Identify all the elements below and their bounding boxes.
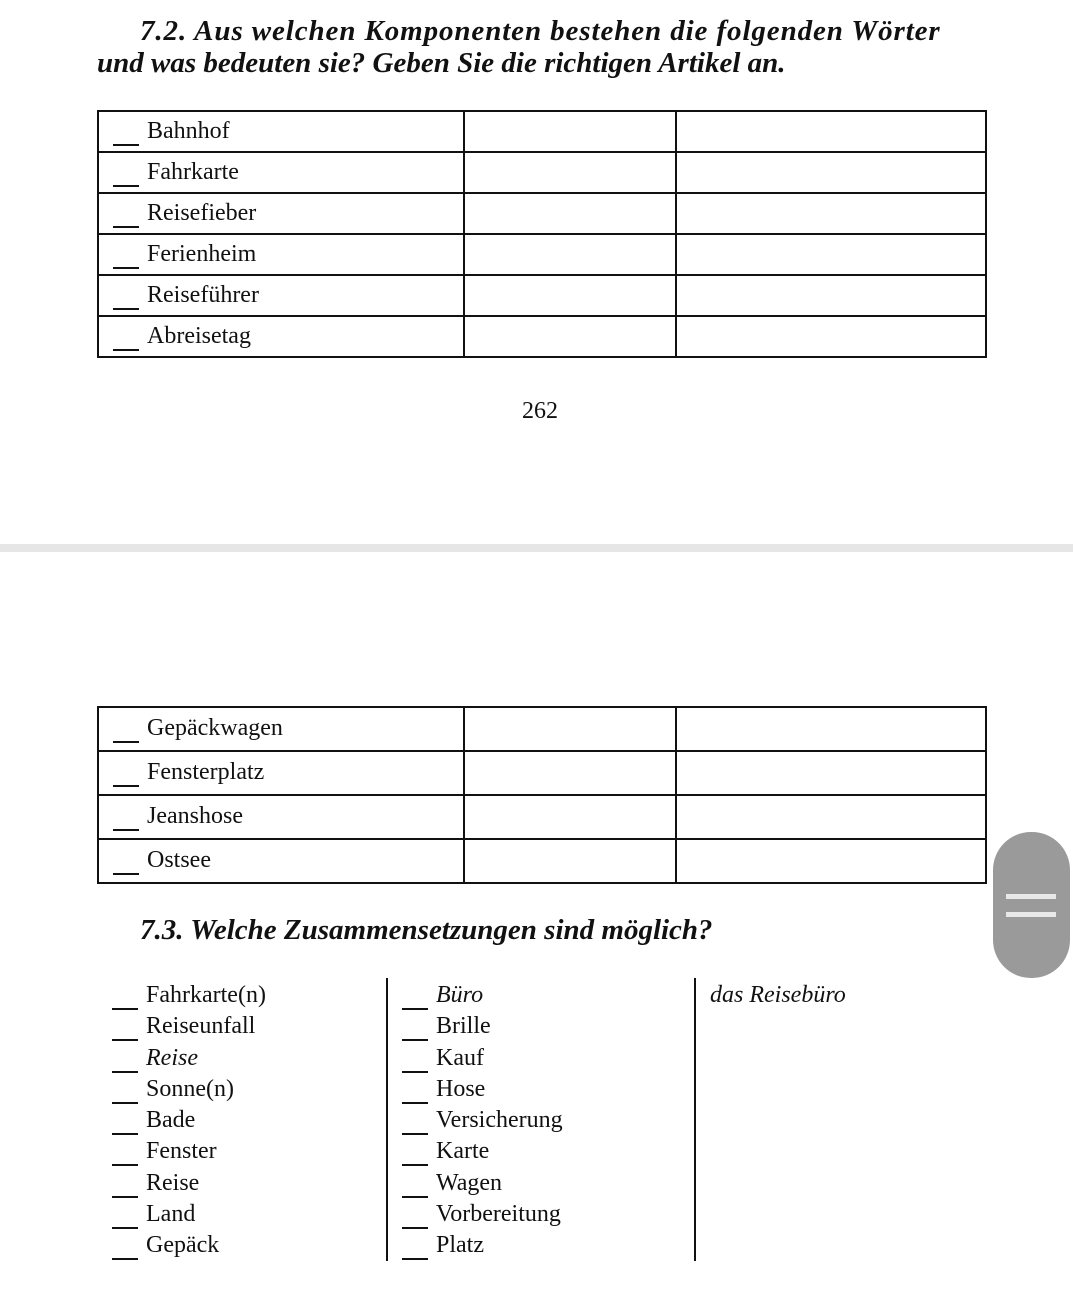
page-number: 262 [522, 398, 558, 424]
word-table-1 [97, 110, 987, 358]
column-divider [694, 978, 696, 1261]
article-blank[interactable] [112, 1102, 138, 1104]
list-item [98, 1199, 266, 1230]
article-blank[interactable] [112, 1133, 138, 1135]
article-blank[interactable] [402, 1227, 428, 1229]
article-blank[interactable] [112, 1071, 138, 1073]
list-item [388, 1199, 563, 1230]
answer-cell[interactable] [676, 275, 986, 316]
word: Fensterplatz [147, 759, 265, 785]
word: Reiseführer [147, 281, 259, 308]
answer-cell[interactable] [464, 707, 676, 751]
article-blank[interactable] [402, 1008, 428, 1010]
answer-cell[interactable] [676, 751, 986, 795]
article-blank[interactable] [402, 1258, 428, 1260]
grip-icon [1006, 912, 1056, 917]
article-blank[interactable] [113, 741, 139, 743]
exercise-heading-7-3: 7.3. Welche Zusammensetzungen sind möglich? [140, 914, 713, 946]
table-row [98, 152, 986, 193]
word: Versicherung [436, 1107, 563, 1134]
table-row [98, 234, 986, 275]
article-blank[interactable] [112, 1008, 138, 1010]
column-first-components [98, 980, 266, 1262]
article-blank[interactable] [113, 308, 139, 310]
word: Ferienheim [147, 240, 257, 267]
article-blank[interactable] [113, 144, 139, 146]
word-cell [98, 751, 464, 795]
answer-cell[interactable] [464, 234, 676, 275]
list-item [388, 1043, 563, 1074]
article-blank[interactable] [112, 1039, 138, 1041]
answer-cell[interactable] [676, 193, 986, 234]
table-row [98, 839, 986, 883]
article-blank[interactable] [113, 185, 139, 187]
list-item [98, 1074, 266, 1105]
word-cell [98, 275, 464, 316]
list-item [388, 1168, 563, 1199]
table-row [98, 707, 986, 751]
word-cell [98, 111, 464, 152]
answer-cell[interactable] [464, 275, 676, 316]
table-row [98, 795, 986, 839]
answer-cell[interactable] [464, 152, 676, 193]
word: Brille [436, 1013, 491, 1040]
word: Büro [436, 982, 484, 1008]
answer-cell[interactable] [464, 193, 676, 234]
word: Land [146, 1201, 196, 1228]
word: Platz [436, 1232, 484, 1259]
list-item [388, 980, 563, 1011]
exercise-heading-7-2-line1: 7.2. Aus welchen Komponenten bestehen die folgenden Wörter [140, 15, 941, 47]
answer-cell[interactable] [676, 316, 986, 357]
word: Gepäckwagen [147, 715, 283, 741]
answer-cell[interactable] [464, 111, 676, 152]
article-blank[interactable] [112, 1164, 138, 1166]
article-blank[interactable] [112, 1258, 138, 1260]
word: Jeanshose [147, 803, 243, 829]
article-blank[interactable] [112, 1196, 138, 1198]
article-blank[interactable] [402, 1071, 428, 1073]
example-answer: das Reisebüro [710, 982, 846, 1008]
list-item [388, 1105, 563, 1136]
answer-cell[interactable] [464, 751, 676, 795]
table-row [98, 316, 986, 357]
list-item [98, 1136, 266, 1167]
table-row [98, 751, 986, 795]
article-blank[interactable] [112, 1227, 138, 1229]
table-row [98, 111, 986, 152]
word: Sonne(n) [146, 1075, 234, 1102]
word: Reise [146, 1044, 198, 1071]
article-blank[interactable] [113, 267, 139, 269]
scroll-handle[interactable] [993, 832, 1070, 978]
list-item [98, 1230, 266, 1261]
word-cell [98, 316, 464, 357]
answer-cell[interactable] [676, 707, 986, 751]
word: Ostsee [147, 847, 211, 873]
word-cell [98, 193, 464, 234]
word: Fahrkarte(n) [146, 982, 266, 1008]
answer-cell[interactable] [676, 111, 986, 152]
word-cell [98, 795, 464, 839]
word-cell [98, 234, 464, 275]
word: Hose [436, 1075, 486, 1102]
list-item [98, 1168, 266, 1199]
article-blank[interactable] [113, 785, 139, 787]
word: Bahnhof [147, 117, 230, 144]
answer-cell[interactable] [676, 839, 986, 883]
word: Kauf [436, 1044, 484, 1071]
grip-icon [1006, 894, 1056, 899]
article-blank[interactable] [113, 829, 139, 831]
article-blank[interactable] [402, 1196, 428, 1198]
word: Gepäck [146, 1232, 220, 1259]
article-blank[interactable] [402, 1164, 428, 1166]
word: Karte [436, 1138, 490, 1165]
word: Vorbereitung [436, 1201, 561, 1228]
answer-cell[interactable] [464, 839, 676, 883]
word-cell [98, 707, 464, 751]
article-blank[interactable] [113, 873, 139, 875]
list-item [98, 980, 266, 1011]
word: Fenster [146, 1138, 217, 1165]
answer-cell[interactable] [464, 795, 676, 839]
word: Fahrkarte [147, 158, 239, 185]
list-item [98, 1011, 266, 1042]
article-blank[interactable] [402, 1133, 428, 1135]
word-table-2 [97, 706, 987, 884]
article-blank[interactable] [113, 349, 139, 351]
list-item [388, 1011, 563, 1042]
exercise-heading-7-2-line2: und was bedeuten sie? Geben Sie die richtigen Artikel an. [97, 47, 786, 79]
list-item [98, 1043, 266, 1074]
list-item [388, 1074, 563, 1105]
list-item [388, 1230, 563, 1261]
table-row [98, 275, 986, 316]
page-separator [0, 544, 1073, 552]
article-blank[interactable] [402, 1039, 428, 1041]
answer-cell[interactable] [676, 795, 986, 839]
answer-cell[interactable] [676, 234, 986, 275]
answer-cell[interactable] [464, 316, 676, 357]
word-cell [98, 839, 464, 883]
article-blank[interactable] [113, 226, 139, 228]
word-cell [98, 152, 464, 193]
word: Wagen [436, 1169, 503, 1196]
column-second-components [388, 980, 563, 1262]
word: Reise [146, 1169, 200, 1196]
article-blank[interactable] [402, 1102, 428, 1104]
list-item [388, 1136, 563, 1167]
word: Reiseunfall [146, 1013, 256, 1040]
answer-cell[interactable] [676, 152, 986, 193]
word: Bade [146, 1107, 196, 1134]
list-item [98, 1105, 266, 1136]
word: Abreisetag [147, 322, 251, 349]
word: Reisefieber [147, 199, 257, 226]
table-row [98, 193, 986, 234]
